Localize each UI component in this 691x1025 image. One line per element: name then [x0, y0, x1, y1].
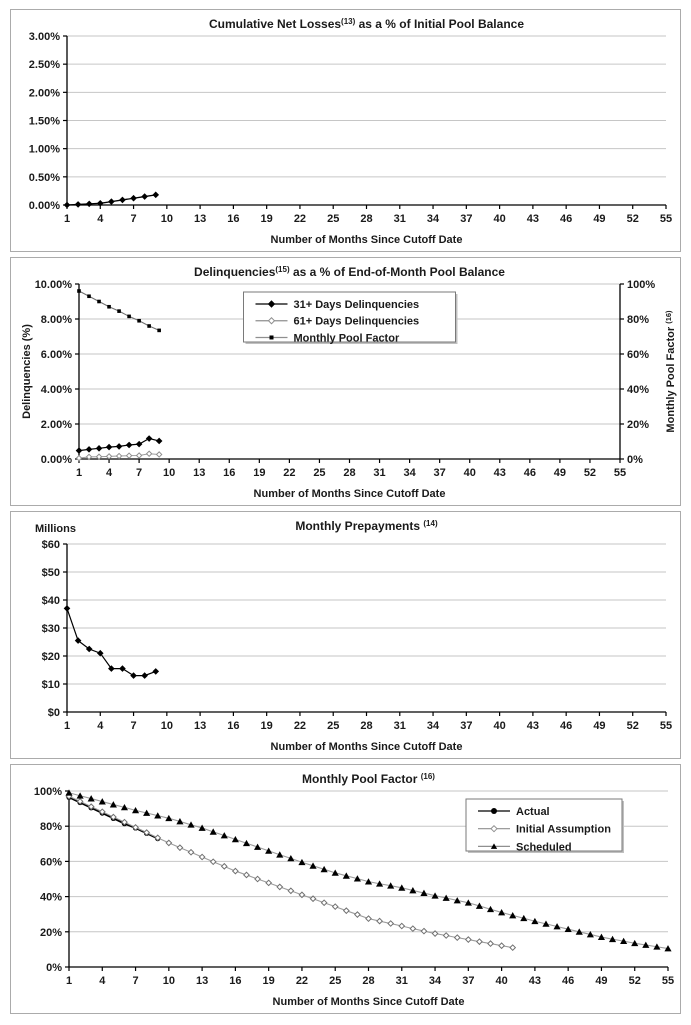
svg-text:40: 40: [463, 467, 476, 479]
svg-text:$30: $30: [41, 623, 60, 635]
x-axis-title: Number of Months Since Cutoff Date: [270, 234, 463, 246]
svg-text:7: 7: [136, 467, 143, 479]
svg-text:37: 37: [462, 975, 475, 987]
svg-text:31: 31: [373, 467, 386, 479]
delinquencies-chart: [11, 258, 680, 505]
svg-text:1.00%: 1.00%: [28, 143, 60, 156]
svg-text:1: 1: [65, 975, 73, 987]
svg-text:13: 13: [193, 467, 206, 479]
svg-text:0%: 0%: [46, 962, 62, 974]
svg-text:0.00%: 0.00%: [40, 454, 72, 466]
svg-text:46: 46: [560, 213, 573, 225]
svg-text:13: 13: [193, 213, 207, 225]
chart-title: Monthly Prepayments $^{(14)}$: [295, 519, 438, 533]
svg-text:61+ Days Delinquencies: 61+ Days Delinquencies: [293, 315, 420, 328]
series-31-days-delinquencies: [76, 436, 161, 453]
x-axis-title: Number of Months Since Cutoff Date: [253, 488, 446, 500]
svg-text:10: 10: [160, 720, 173, 732]
legend: [466, 799, 624, 853]
svg-text:43: 43: [493, 467, 506, 479]
y-axis-left: [35, 279, 79, 466]
svg-text:80%: 80%: [39, 821, 62, 834]
svg-text:Actual: Actual: [516, 806, 550, 818]
svg-text:28: 28: [360, 213, 373, 225]
svg-text:25: 25: [329, 975, 342, 987]
svg-text:34: 34: [426, 213, 440, 225]
y-axis-left: [34, 786, 69, 974]
svg-text:31: 31: [393, 720, 406, 732]
svg-text:2.00%: 2.00%: [28, 87, 60, 100]
svg-text:0.50%: 0.50%: [28, 171, 60, 184]
svg-text:55: 55: [659, 720, 673, 732]
svg-text:13: 13: [193, 720, 207, 732]
svg-text:28: 28: [360, 720, 373, 732]
svg-text:52: 52: [626, 720, 639, 732]
svg-text:19: 19: [260, 720, 273, 732]
svg-text:4: 4: [105, 467, 113, 479]
svg-text:60%: 60%: [627, 349, 650, 361]
svg-text:7: 7: [130, 720, 137, 732]
cumulative-net-losses-panel: [10, 9, 681, 252]
series-initial-assumption: [66, 794, 515, 951]
svg-text:2.00%: 2.00%: [40, 419, 72, 431]
svg-text:22: 22: [295, 975, 309, 987]
y-axis-right: [620, 279, 655, 466]
svg-text:3.00%: 3.00%: [28, 31, 60, 43]
cumulative-net-losses-chart: [11, 10, 680, 251]
svg-text:7: 7: [130, 213, 137, 225]
svg-text:37: 37: [460, 720, 473, 732]
svg-text:16: 16: [229, 975, 242, 987]
x-axis-title: Number of Months Since Cutoff Date: [270, 741, 463, 753]
svg-text:52: 52: [626, 213, 639, 225]
delinquencies-panel: [10, 257, 681, 506]
svg-text:$50: $50: [41, 567, 60, 579]
svg-text:34: 34: [403, 467, 416, 479]
y-axis-left-title: Delinquencies (%): [21, 324, 33, 419]
svg-text:25: 25: [327, 720, 340, 732]
svg-text:0.00%: 0.00%: [28, 200, 60, 212]
svg-text:22: 22: [293, 720, 307, 732]
svg-text:31: 31: [393, 213, 406, 225]
svg-text:60%: 60%: [39, 856, 62, 869]
svg-text:16: 16: [227, 213, 240, 225]
svg-text:4.00%: 4.00%: [40, 384, 72, 396]
svg-text:19: 19: [260, 213, 273, 225]
svg-text:1.50%: 1.50%: [28, 115, 60, 128]
svg-text:25: 25: [313, 467, 326, 479]
svg-text:49: 49: [593, 213, 606, 225]
y-axis-left: [42, 539, 67, 719]
svg-text:43: 43: [526, 213, 540, 225]
svg-text:4: 4: [97, 213, 104, 225]
x-axis: [66, 967, 674, 1008]
svg-text:4: 4: [97, 720, 104, 732]
svg-text:40%: 40%: [627, 384, 650, 396]
svg-text:16: 16: [227, 720, 240, 732]
svg-text:52: 52: [628, 975, 641, 987]
svg-text:$20: $20: [41, 651, 60, 663]
svg-text:$40: $40: [41, 595, 60, 607]
svg-text:16: 16: [223, 467, 236, 479]
chart-title: Cumulative Net Losses$^{(13)}$ as a % of Initial Pool Balance: [209, 17, 524, 31]
x-axis: [64, 205, 672, 246]
svg-text:2.50%: 2.50%: [28, 59, 60, 72]
svg-text:$60: $60: [41, 539, 60, 551]
svg-text:Initial Assumption: Initial Assumption: [516, 823, 611, 836]
svg-text:46: 46: [560, 720, 573, 732]
x-axis: [76, 459, 626, 500]
svg-text:46: 46: [562, 975, 575, 987]
svg-text:43: 43: [528, 975, 542, 987]
svg-text:52: 52: [583, 467, 597, 479]
svg-text:28: 28: [362, 975, 375, 987]
svg-text:22: 22: [293, 213, 307, 225]
svg-text:10: 10: [162, 975, 175, 987]
gridlines: [67, 544, 666, 684]
svg-text:$10: $10: [41, 679, 60, 691]
svg-text:10: 10: [160, 213, 173, 225]
svg-text:40: 40: [493, 213, 506, 225]
gridlines: [67, 36, 666, 177]
svg-text:20%: 20%: [39, 926, 62, 939]
svg-text:37: 37: [460, 213, 473, 225]
svg-text:55: 55: [613, 467, 627, 479]
svg-text:4: 4: [99, 975, 106, 987]
monthly-pool-factor-panel: [10, 764, 681, 1014]
svg-text:Scheduled: Scheduled: [516, 841, 572, 854]
svg-text:8.00%: 8.00%: [40, 314, 72, 326]
svg-text:80%: 80%: [627, 314, 650, 326]
svg-text:28: 28: [343, 467, 356, 479]
svg-text:100%: 100%: [33, 786, 62, 798]
svg-text:7: 7: [132, 975, 139, 987]
svg-text:10.00%: 10.00%: [34, 279, 72, 291]
chart-title: Delinquencies$^{(15)}$ as a % of End-of-Month Pool Balance: [194, 265, 505, 279]
monthly-prepayments-panel: [10, 511, 681, 759]
chart-title: Monthly Pool Factor $^{(16)}$: [302, 772, 435, 786]
x-axis-title: Number of Months Since Cutoff Date: [272, 996, 465, 1008]
y-axis-unit-label: Millions: [35, 523, 76, 535]
svg-text:49: 49: [553, 467, 567, 479]
svg-text:49: 49: [595, 975, 608, 987]
svg-text:1: 1: [75, 467, 83, 479]
svg-text:40: 40: [493, 720, 506, 732]
svg-text:40: 40: [495, 975, 508, 987]
svg-text:1: 1: [63, 213, 71, 225]
svg-text:22: 22: [283, 467, 296, 479]
svg-text:6.00%: 6.00%: [40, 349, 72, 361]
svg-text:37: 37: [433, 467, 446, 479]
svg-text:20%: 20%: [627, 419, 650, 431]
svg-text:$0: $0: [47, 707, 60, 719]
legend: [244, 292, 458, 344]
svg-text:13: 13: [195, 975, 209, 987]
monthly-prepayments-chart: [11, 512, 680, 758]
svg-text:46: 46: [523, 467, 536, 479]
svg-text:55: 55: [659, 213, 673, 225]
x-axis: [64, 712, 672, 753]
svg-text:25: 25: [327, 213, 340, 225]
svg-text:31+ Days Delinquencies: 31+ Days Delinquencies: [293, 299, 420, 311]
svg-text:0%: 0%: [627, 454, 643, 466]
svg-text:43: 43: [526, 720, 540, 732]
svg-text:34: 34: [428, 975, 442, 987]
y-axis-right-title: Monthly Pool Factor $^{(16)}$: [664, 310, 677, 433]
svg-text:55: 55: [661, 975, 675, 987]
svg-text:19: 19: [253, 467, 266, 479]
series-monthly-pool-factor: [77, 289, 161, 332]
svg-text:31: 31: [395, 975, 408, 987]
series-monthly-prepayments: [64, 606, 158, 678]
svg-text:10: 10: [163, 467, 176, 479]
svg-text:34: 34: [426, 720, 440, 732]
svg-text:40%: 40%: [39, 891, 62, 904]
svg-text:19: 19: [262, 975, 275, 987]
monthly-pool-factor-chart: [11, 765, 680, 1013]
svg-text:49: 49: [593, 720, 606, 732]
svg-text:Monthly Pool Factor: Monthly Pool Factor: [293, 332, 400, 345]
svg-text:100%: 100%: [627, 279, 656, 291]
y-axis-left: [29, 31, 67, 212]
svg-text:1: 1: [63, 720, 71, 732]
